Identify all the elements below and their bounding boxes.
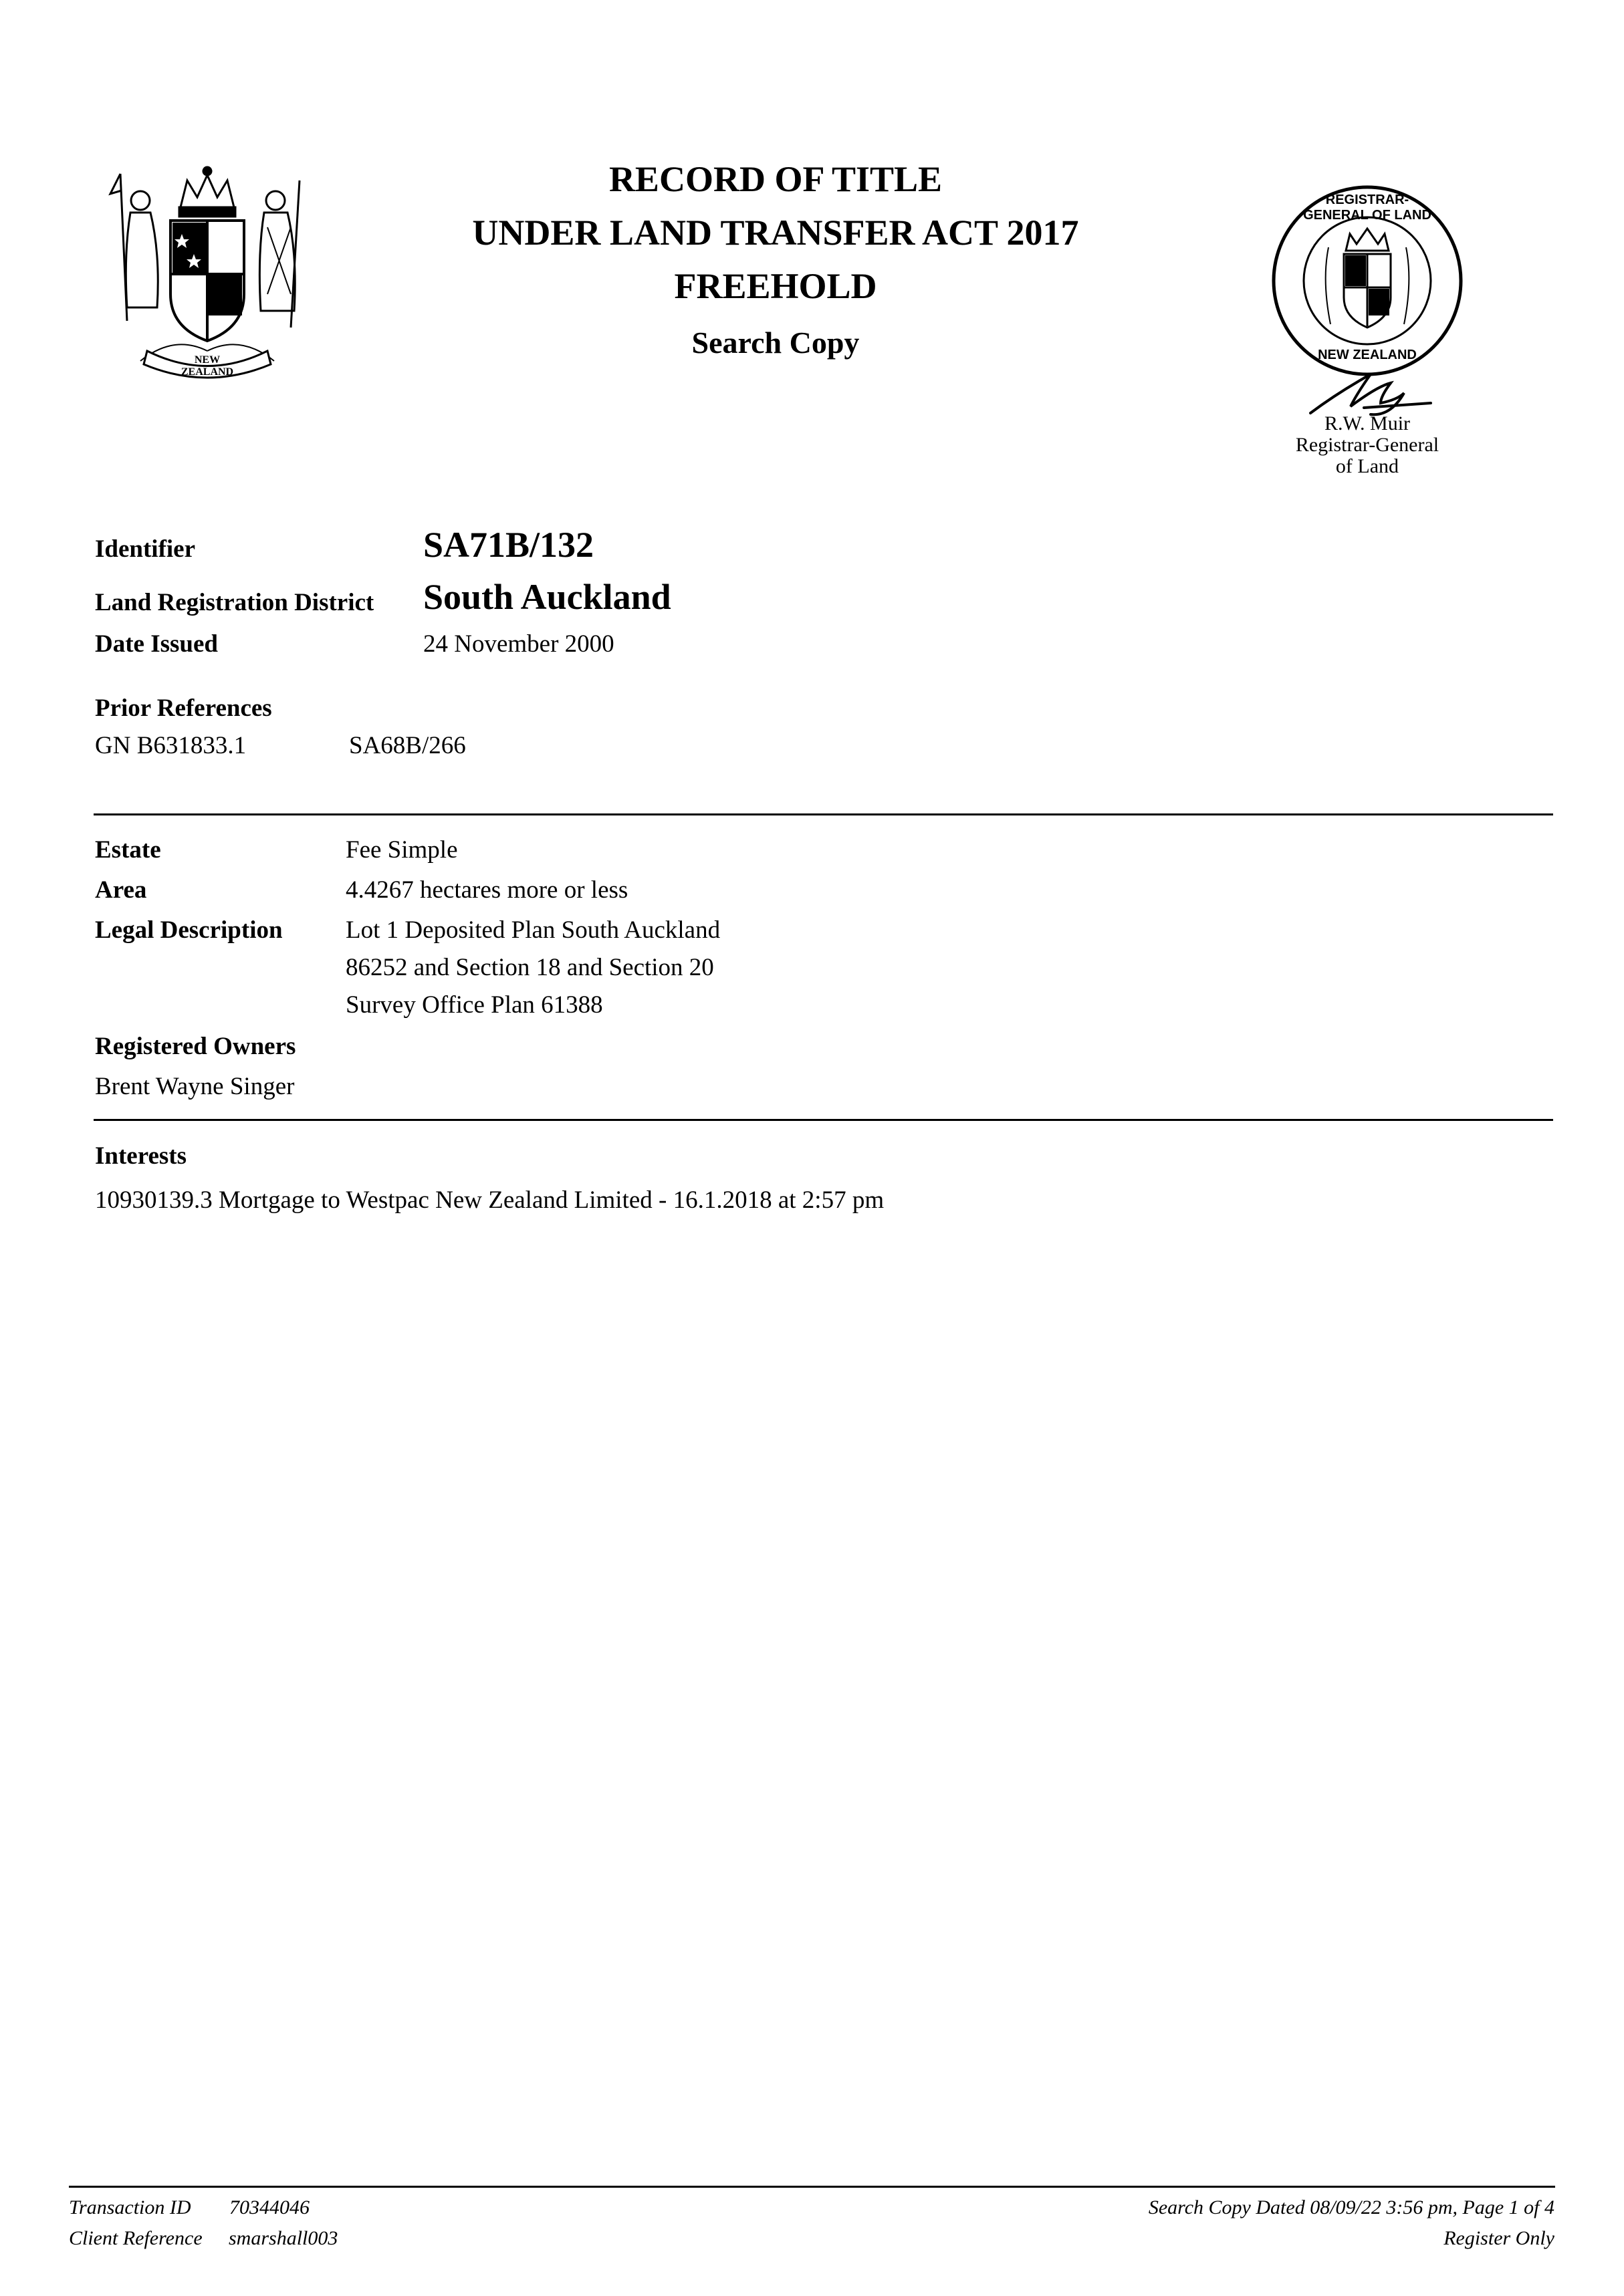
client-reference-value: smarshall003: [229, 2227, 338, 2249]
legal-description-line: 86252 and Section 18 and Section 20: [346, 954, 714, 981]
signatory-title-2: of Land: [1335, 455, 1399, 477]
document-title-block: [374, 152, 1177, 360]
estate-value: Fee Simple: [346, 836, 458, 864]
search-copy-dated: Search Copy Dated 08/09/22 3:56 pm, Page 1 of 4: [1148, 2196, 1554, 2218]
estate-label: Estate: [95, 836, 161, 864]
interest-item: 10930139.3 Mortgage to Westpac New Zealand Limited - 16.1.2018 at 2:57 pm: [95, 1186, 885, 1214]
registrar-signature: [1297, 366, 1437, 420]
client-reference-label: Client Reference: [69, 2227, 203, 2249]
identifier-label: Identifier: [95, 535, 196, 563]
signatory-block: [1257, 413, 1478, 477]
section-divider: [94, 813, 1553, 815]
prior-reference-item: SA68B/266: [349, 732, 466, 759]
legal-description-line: Survey Office Plan 61388: [346, 991, 603, 1019]
prior-references-label: Prior References: [95, 694, 272, 722]
registrar-seal: [1267, 180, 1468, 381]
section-divider: [94, 1119, 1553, 1121]
title-line-3: FREEHOLD: [674, 266, 877, 306]
transaction-id-label: Transaction ID: [69, 2196, 191, 2218]
register-only-label: Register Only: [1443, 2227, 1554, 2249]
coat-of-arms-emblem: [100, 160, 314, 381]
footer-divider: [69, 2186, 1555, 2188]
district-value: South Auckland: [423, 577, 671, 617]
signatory-title-1: Registrar-General: [1295, 434, 1439, 456]
area-label: Area: [95, 876, 147, 904]
signatory-name: R.W. Muir: [1324, 412, 1411, 434]
title-line-2: UNDER LAND TRANSFER ACT 2017: [472, 213, 1079, 253]
interests-label: Interests: [95, 1142, 187, 1170]
search-copy-label: Search Copy: [691, 326, 860, 360]
seal-text-top: REGISTRAR-GENERAL OF LAND: [1303, 193, 1431, 223]
legal-description-label: Legal Description: [95, 916, 283, 944]
registered-owners-label: Registered Owners: [95, 1033, 296, 1060]
area-value: 4.4267 hectares more or less: [346, 876, 628, 904]
title-line-1: RECORD OF TITLE: [608, 159, 943, 199]
legal-description-line: Lot 1 Deposited Plan South Auckland: [346, 916, 721, 944]
district-label: Land Registration District: [95, 589, 374, 616]
coat-of-arms-scroll-text: NEW ZEALAND: [181, 354, 234, 378]
seal-text-bottom: NEW ZEALAND: [1318, 348, 1417, 362]
registered-owner-name: Brent Wayne Singer: [95, 1073, 295, 1100]
date-issued-label: Date Issued: [95, 630, 218, 658]
identifier-value: SA71B/132: [423, 525, 594, 565]
transaction-id-value: 70344046: [229, 2196, 310, 2218]
date-issued-value: 24 November 2000: [423, 630, 614, 658]
prior-reference-item: GN B631833.1: [95, 732, 247, 759]
